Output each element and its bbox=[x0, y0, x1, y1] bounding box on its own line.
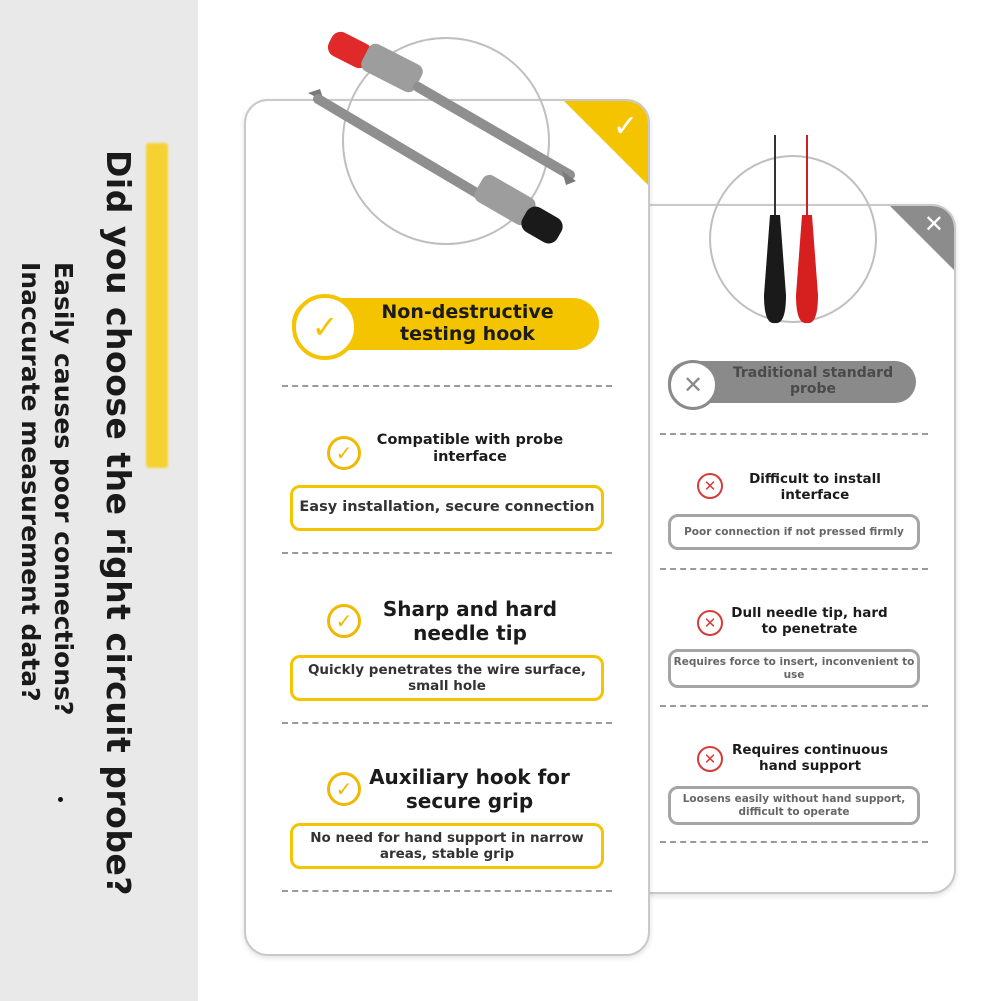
standard-probe-image bbox=[750, 125, 830, 325]
x-icon: ✕ bbox=[668, 360, 718, 410]
highlight-bar bbox=[146, 143, 168, 468]
x-icon: ✕ bbox=[697, 473, 723, 499]
bullet-dot bbox=[58, 797, 63, 802]
check-icon: ✓ bbox=[612, 109, 638, 144]
x-icon: ✕ bbox=[923, 210, 944, 238]
divider bbox=[282, 385, 612, 387]
feature-heading: Compatible with probe interface bbox=[376, 432, 564, 466]
check-icon: ✓ bbox=[327, 436, 361, 470]
feature-detail: Quickly penetrates the wire surface, small hole bbox=[290, 655, 604, 701]
side-question-2: Inaccurate measurement data? bbox=[16, 262, 45, 702]
feature-detail: Requires force to insert, inconvenient to use bbox=[668, 649, 920, 688]
feature-detail: Poor connection if not pressed firmly bbox=[668, 514, 920, 550]
feature-detail: Easy installation, secure connection bbox=[290, 485, 604, 531]
divider bbox=[282, 552, 612, 554]
feature-detail: Loosens easily without hand support, difficult to operate bbox=[668, 786, 920, 825]
check-icon: ✓ bbox=[327, 604, 361, 638]
feature-heading: Requires continuous hand support bbox=[731, 742, 889, 775]
x-icon: ✕ bbox=[697, 610, 723, 636]
divider bbox=[660, 705, 928, 707]
feature-detail: No need for hand support in narrow areas, stable grip bbox=[290, 823, 604, 869]
divider bbox=[282, 722, 612, 724]
feature-heading: Auxiliary hook for secure grip bbox=[369, 765, 570, 813]
feature-heading: Dull needle tip, hard to penetrate bbox=[731, 605, 888, 638]
hook-title-line1: Non-destructive bbox=[381, 301, 554, 323]
divider bbox=[660, 841, 928, 843]
card-corner bbox=[889, 205, 955, 271]
divider bbox=[660, 433, 928, 435]
x-icon: ✕ bbox=[697, 746, 723, 772]
side-title: Did you choose the right circuit probe? bbox=[99, 150, 138, 896]
divider bbox=[282, 890, 612, 892]
standard-title-line1: Traditional standard bbox=[732, 365, 894, 381]
feature-heading: Difficult to install interface bbox=[749, 471, 881, 504]
divider bbox=[660, 568, 928, 570]
check-icon: ✓ bbox=[327, 772, 361, 806]
hook-probe-image bbox=[300, 25, 580, 255]
hook-title-line2: testing hook bbox=[400, 322, 535, 345]
side-question-1: Easily causes poor connections? bbox=[49, 262, 78, 716]
check-icon: ✓ bbox=[292, 294, 358, 360]
feature-heading: Sharp and hard needle tip bbox=[382, 597, 558, 645]
standard-title-line2: probe bbox=[789, 381, 837, 398]
